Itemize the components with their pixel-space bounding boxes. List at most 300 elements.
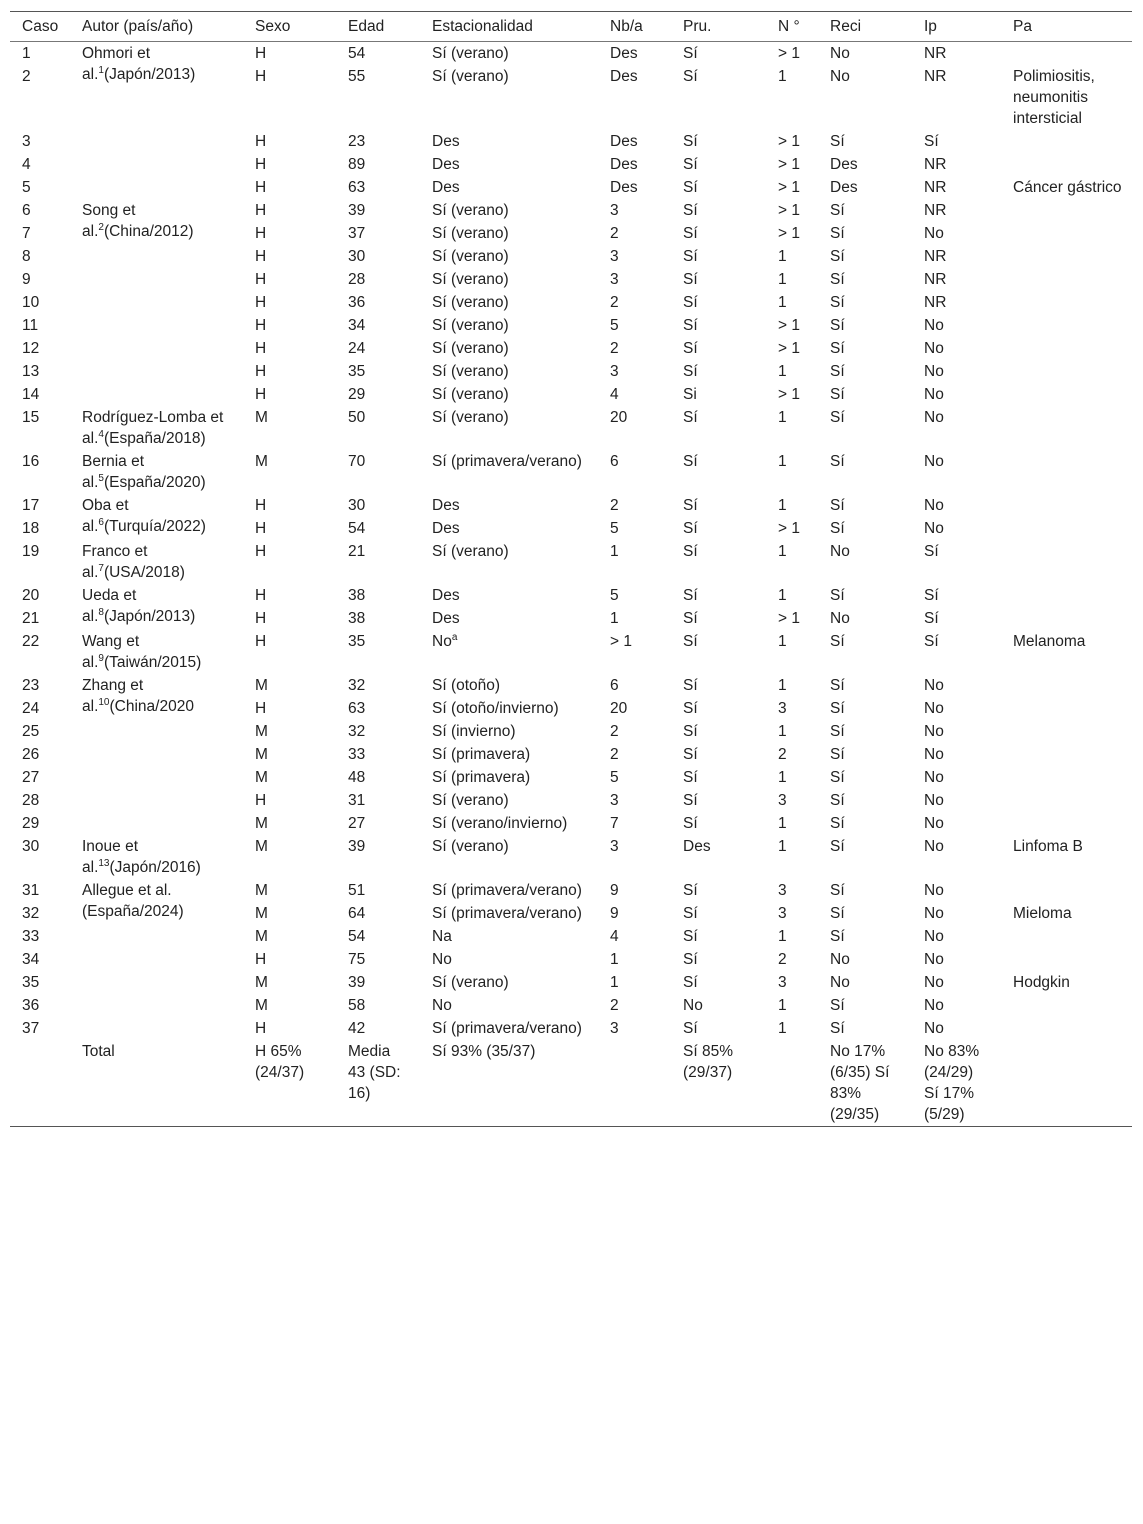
cell-est: Des: [432, 497, 460, 514]
cell-pru: Sí: [683, 815, 698, 832]
cell-nb: 5: [610, 769, 619, 786]
cell-est: Sí (primavera/verano): [432, 882, 582, 899]
cell-n: 1: [778, 453, 787, 470]
cell-nb: 20: [610, 409, 628, 426]
cell-n: 1: [778, 294, 787, 311]
cell-reci: No: [830, 951, 850, 968]
cell-n: > 1: [778, 179, 800, 196]
cell-pa: [1001, 245, 1132, 268]
cell-edad: 51: [348, 882, 366, 899]
cell-est: Sí (verano): [432, 543, 509, 560]
cell-caso: 32: [22, 905, 40, 922]
cell-autor: [70, 153, 243, 176]
header-pa: Pa: [1001, 12, 1132, 42]
cell-pru: Sí: [683, 409, 698, 426]
cell-reci: Sí: [830, 792, 845, 809]
cell-sexo: H: [255, 225, 267, 242]
cell-n: 1: [778, 928, 787, 945]
cell-reci: Sí: [830, 225, 845, 242]
author-name: Zhang et al.: [82, 677, 144, 715]
author-name: Allegue et al.: [82, 882, 172, 899]
cell-n: 3: [778, 792, 787, 809]
cell-nb: 2: [610, 225, 619, 242]
header-ip: Ip: [912, 12, 1001, 42]
cell-n: > 1: [778, 133, 800, 150]
cell-nb: 3: [610, 202, 619, 219]
cell-n: 1: [778, 497, 787, 514]
author-name: Rodríguez-Lomba et al.: [82, 409, 224, 447]
cell-reci: No: [830, 543, 850, 560]
header-edad: Edad: [336, 12, 420, 42]
cell-est: Sí (verano): [432, 68, 509, 85]
cell-edad: 30: [348, 248, 366, 265]
cell-est: Sí (verano): [432, 409, 509, 426]
cell-autor: [70, 835, 243, 879]
cell-n: 1: [778, 587, 787, 604]
cell-sexo: H: [255, 1020, 267, 1037]
cell-ip: NR: [924, 68, 947, 85]
cell-nb: 3: [610, 363, 619, 380]
footnote-marker: a: [451, 632, 458, 643]
cell-n: 3: [778, 882, 787, 899]
cell-pa: [1001, 450, 1132, 494]
cell-caso: 30: [22, 838, 40, 855]
cell-nb: 20: [610, 700, 628, 717]
table-row: [10, 674, 1132, 697]
cell-edad: 54: [348, 928, 366, 945]
cell-nb: 4: [610, 386, 619, 403]
cell-caso: 26: [22, 746, 40, 763]
cell-ip: No: [924, 677, 944, 694]
cell-pa: [1001, 314, 1132, 337]
cell-autor: [70, 42, 243, 131]
cell-caso: 5: [22, 179, 31, 196]
cell-reci: Sí: [830, 815, 845, 832]
cell-est: Sí (otoño): [432, 677, 501, 694]
cell-caso: 35: [22, 974, 40, 991]
cell-pa: [1001, 789, 1132, 812]
cell-ip: No: [924, 746, 944, 763]
author-country-year: (Taiwán/2015): [103, 654, 202, 671]
header-n: N °: [766, 12, 818, 42]
cell-pa: [1001, 812, 1132, 835]
cell-caso: 11: [22, 317, 39, 334]
cell-n: 1: [778, 769, 787, 786]
table-row: [10, 268, 1132, 291]
cell-pru: Sí: [683, 700, 698, 717]
cell-ip: NR: [924, 45, 947, 62]
cell-pa: [1001, 948, 1132, 971]
cell-nb: 3: [610, 838, 619, 855]
cell-pa: [1001, 879, 1132, 902]
header-autor: Autor (país/año): [70, 12, 243, 42]
cell-reci: Sí: [830, 700, 845, 717]
cell-n: 3: [778, 905, 787, 922]
cell-ip: NR: [924, 202, 947, 219]
cell-sexo: M: [255, 882, 268, 899]
cell-est: Sí (verano): [432, 225, 509, 242]
cell-est: Sí (primavera/verano): [432, 1020, 582, 1037]
reference-number: 5: [98, 473, 104, 484]
cell-pru: Sí: [683, 317, 698, 334]
cell-pa: [1001, 130, 1132, 153]
cell-est: Sí (primavera): [432, 746, 531, 763]
reference-number: 13: [98, 858, 110, 869]
cell-n: 1: [778, 723, 787, 740]
cell-sexo: H: [255, 202, 267, 219]
table-row: [10, 494, 1132, 517]
cell-pa: [1001, 517, 1132, 540]
cell-reci: Sí: [830, 497, 845, 514]
cell-edad: 38: [348, 587, 366, 604]
cell-nb: 5: [610, 587, 619, 604]
cell-est: Des: [432, 133, 460, 150]
cell-edad: 38: [348, 610, 366, 627]
table-row: [10, 540, 1132, 584]
cell-sexo: H: [255, 156, 267, 173]
cell-pa: [1001, 406, 1132, 450]
cell-ip: No: [924, 928, 944, 945]
cell-pa: [1001, 199, 1132, 222]
author-country-year: (Japón/2013): [103, 66, 196, 83]
table-row: [10, 153, 1132, 176]
cell-pa: [1001, 337, 1132, 360]
cell-caso: [10, 1040, 70, 1126]
cell-pa: [1001, 1040, 1132, 1126]
cell-nb: 2: [610, 746, 619, 763]
cell-edad: 54: [348, 520, 366, 537]
case-table: [10, 11, 1132, 1127]
reference-number: 7: [98, 563, 104, 574]
cell-est: Sí (invierno): [432, 723, 516, 740]
cell-reci: No: [830, 68, 850, 85]
header-caso: Caso: [10, 12, 70, 42]
cell-ip: No: [924, 1020, 944, 1037]
cell-reci: Sí: [830, 746, 845, 763]
cell-autor: Total: [82, 1043, 115, 1060]
cell-ip: Sí: [924, 633, 939, 650]
cell-caso: 13: [22, 363, 40, 380]
author-country-year: (China/2012): [103, 223, 194, 240]
cell-reci: Sí: [830, 1020, 845, 1037]
reference-number: 1: [98, 65, 104, 76]
cell-ip: No: [924, 453, 944, 470]
cell-pru: Sí: [683, 225, 698, 242]
table-row: [10, 245, 1132, 268]
cell-n: > 1: [778, 610, 800, 627]
cell-ip: No: [924, 815, 944, 832]
cell-pru: Sí: [683, 68, 698, 85]
cell-autor: [70, 494, 243, 540]
author-name: Oba et al.: [82, 497, 129, 535]
cell-caso: 25: [22, 723, 40, 740]
table-row: [10, 130, 1132, 153]
cell-nb: Des: [610, 179, 638, 196]
cell-pa: [1001, 607, 1132, 630]
cell-ip: No: [924, 340, 944, 357]
reference-number: 4: [98, 429, 104, 440]
cell-ip: No: [924, 997, 944, 1014]
header-reci: Reci: [818, 12, 912, 42]
cell-sexo: H: [255, 610, 267, 627]
cell-pru: Sí: [683, 633, 698, 650]
cell-sexo: H: [255, 340, 267, 357]
table-row: [10, 42, 1132, 66]
cell-edad: 35: [348, 633, 366, 650]
cell-reci: Sí: [830, 520, 845, 537]
cell-caso: 29: [22, 815, 40, 832]
cell-reci: Sí: [830, 294, 845, 311]
cell-nb: 3: [610, 271, 619, 288]
cell-est: Sí (verano): [432, 248, 509, 265]
cell-edad: 34: [348, 317, 366, 334]
cell-pru: Sí: [683, 340, 698, 357]
cell-pa: [1001, 291, 1132, 314]
cell-est: Sí (verano): [432, 792, 509, 809]
cell-ip: No: [924, 838, 944, 855]
cell-ip: Sí: [924, 133, 939, 150]
cell-est: Des: [432, 520, 460, 537]
cell-est: Sí (primavera/verano): [432, 905, 582, 922]
cell-reci: Sí: [830, 317, 845, 334]
cell-n: 2: [778, 746, 787, 763]
cell-est: Sí (verano): [432, 317, 509, 334]
cell-n: > 1: [778, 156, 800, 173]
cell-pru: Sí: [683, 610, 698, 627]
cell-reci: Sí: [830, 248, 845, 265]
cell-caso: 3: [22, 133, 31, 150]
cell-reci: Sí: [830, 928, 845, 945]
cell-ip: NR: [924, 248, 947, 265]
author-country-year: (China/2020: [109, 698, 194, 715]
cell-sexo: M: [255, 677, 268, 694]
header-estacionalidad: Estacionalidad: [420, 12, 598, 42]
cell-caso: 36: [22, 997, 40, 1014]
cell-pru: Sí: [683, 1020, 698, 1037]
cell-autor: [70, 360, 243, 383]
cell-sexo: H: [255, 68, 267, 85]
cell-ip: No: [924, 905, 944, 922]
author-country-year: (Turquía/2022): [103, 518, 206, 535]
cell-n: 1: [778, 997, 787, 1014]
cell-sexo: M: [255, 746, 268, 763]
cell-n: 1: [778, 633, 787, 650]
cell-est: Sí (verano): [432, 202, 509, 219]
author-country-year: (USA/2018): [103, 564, 185, 581]
author-name: Inoue et al.: [82, 838, 139, 876]
cell-autor: [70, 406, 243, 450]
cell-sexo: M: [255, 769, 268, 786]
cell-pa: [1001, 720, 1132, 743]
header-pru: Pru.: [671, 12, 766, 42]
cell-pa: [1001, 994, 1132, 1017]
cell-est: Sí (verano): [432, 838, 509, 855]
cell-pa: [1001, 360, 1132, 383]
cell-caso: 15: [22, 409, 40, 426]
cell-ip: No 83% (24/29) Sí 17% (5/29): [924, 1043, 980, 1123]
cell-autor: [70, 879, 243, 1040]
cell-pru: Sí: [683, 677, 698, 694]
cell-pa: [1001, 697, 1132, 720]
cell-pru: Sí: [683, 951, 698, 968]
cell-caso: 34: [22, 951, 40, 968]
data-table: [10, 12, 1132, 1126]
cell-n: 2: [778, 951, 787, 968]
cell-autor: [70, 383, 243, 406]
table-row: [10, 406, 1132, 450]
cell-nb: Des: [610, 156, 638, 173]
author-country-year: (España/2024): [82, 903, 184, 920]
cell-est: Des: [432, 610, 460, 627]
cell-n: 1: [778, 677, 787, 694]
cell-pru: Sí: [683, 271, 698, 288]
cell-nb: 9: [610, 905, 619, 922]
cell-caso: 22: [22, 633, 40, 650]
cell-edad: 58: [348, 997, 366, 1014]
cell-n: 3: [778, 974, 787, 991]
table-row: [10, 584, 1132, 607]
reference-number: 2: [98, 222, 104, 233]
cell-sexo: H: [255, 179, 267, 196]
cell-pru: Des: [683, 838, 711, 855]
cell-est: Sí (verano): [432, 45, 509, 62]
header-row: [10, 12, 1132, 42]
cell-pa: [1001, 494, 1132, 517]
cell-autor: [70, 630, 243, 674]
cell-ip: No: [924, 409, 944, 426]
reference-number: 8: [98, 607, 104, 618]
cell-edad: 42: [348, 1020, 366, 1037]
cell-n: 1: [778, 68, 787, 85]
cell-pru: No: [683, 997, 703, 1014]
header-nb-a: Nb/a: [598, 12, 671, 42]
cell-ip: No: [924, 974, 944, 991]
cell-nb: 1: [610, 543, 619, 560]
cell-pa: [1001, 743, 1132, 766]
cell-est: Des: [432, 179, 460, 196]
cell-edad: 30: [348, 497, 366, 514]
table-row: [10, 199, 1132, 222]
cell-caso: 31: [22, 882, 40, 899]
cell-edad: 75: [348, 951, 366, 968]
cell-nb: 5: [610, 317, 619, 334]
cell-reci: Sí: [830, 271, 845, 288]
cell-est: Des: [432, 587, 460, 604]
cell-edad: Media 43 (SD: 16): [348, 1043, 401, 1102]
cell-nb: 6: [610, 453, 619, 470]
cell-reci: Sí: [830, 677, 845, 694]
cell-n: 1: [778, 409, 787, 426]
cell-edad: 32: [348, 677, 366, 694]
cell-ip: Sí: [924, 587, 939, 604]
cell-est: [420, 630, 598, 674]
cell-reci: No: [830, 974, 850, 991]
cell-ip: No: [924, 723, 944, 740]
cell-autor: [70, 245, 243, 268]
cell-caso: 28: [22, 792, 40, 809]
cell-autor: [70, 674, 243, 835]
cell-ip: No: [924, 225, 944, 242]
cell-pa: Hodgkin: [1013, 974, 1070, 991]
cell-autor: [70, 584, 243, 630]
table-row: [10, 630, 1132, 674]
cell-reci: Sí: [830, 587, 845, 604]
cell-sexo: M: [255, 453, 268, 470]
cell-est: Sí (verano): [432, 363, 509, 380]
cell-pru: Sí: [683, 746, 698, 763]
cell-pru: Sí: [683, 587, 698, 604]
cell-pa: [1001, 268, 1132, 291]
cell-autor: [70, 176, 243, 199]
cell-caso: 17: [22, 497, 40, 514]
cell-caso: 6: [22, 202, 31, 219]
table-row: [10, 314, 1132, 337]
cell-caso: 20: [22, 587, 40, 604]
cell-pru: Sí: [683, 769, 698, 786]
cell-caso: 9: [22, 271, 31, 288]
cell-reci: Sí: [830, 386, 845, 403]
cell-sexo: H 65% (24/37): [255, 1043, 305, 1081]
cell-nb: 6: [610, 677, 619, 694]
cell-edad: 32: [348, 723, 366, 740]
cell-pru: Sí: [683, 156, 698, 173]
cell-pru: Sí: [683, 520, 698, 537]
cell-autor: [70, 337, 243, 360]
cell-sexo: M: [255, 409, 268, 426]
cell-nb: 4: [610, 928, 619, 945]
cell-reci: Sí: [830, 363, 845, 380]
table-row: [10, 176, 1132, 199]
cell-n: > 1: [778, 225, 800, 242]
cell-pa: [1001, 222, 1132, 245]
cell-sexo: M: [255, 815, 268, 832]
cell-est: Sí (primavera): [432, 769, 531, 786]
cell-reci: Sí: [830, 633, 845, 650]
cell-edad: 36: [348, 294, 366, 311]
cell-sexo: M: [255, 723, 268, 740]
cell-nb: 2: [610, 497, 619, 514]
table-row: [10, 360, 1132, 383]
cell-pru: Sí: [683, 363, 698, 380]
cell-n: 1: [778, 248, 787, 265]
author-name: Ueda et al.: [82, 587, 137, 625]
cell-nb: 5: [610, 520, 619, 537]
cell-pru: Sí: [683, 543, 698, 560]
cell-edad: 54: [348, 45, 366, 62]
cell-pa: [1001, 42, 1132, 66]
cell-sexo: M: [255, 974, 268, 991]
cell-autor: [70, 130, 243, 153]
cell-pru: Sí: [683, 974, 698, 991]
cell-reci: Sí: [830, 409, 845, 426]
author-name: Wang et al.: [82, 633, 140, 671]
table-row: [10, 383, 1132, 406]
cell-edad: 50: [348, 409, 366, 426]
cell-caso: 4: [22, 156, 31, 173]
cell-nb: 1: [610, 951, 619, 968]
cell-sexo: H: [255, 363, 267, 380]
table-row: [10, 291, 1132, 314]
cell-autor: [70, 450, 243, 494]
cell-n: > 1: [778, 202, 800, 219]
cell-nb: 9: [610, 882, 619, 899]
cell-est: Sí (verano): [432, 340, 509, 357]
cell-pa: [1001, 674, 1132, 697]
cell-ip: No: [924, 882, 944, 899]
cell-n: [766, 1040, 818, 1126]
cell-nb: 2: [610, 340, 619, 357]
cell-ip: No: [924, 317, 944, 334]
